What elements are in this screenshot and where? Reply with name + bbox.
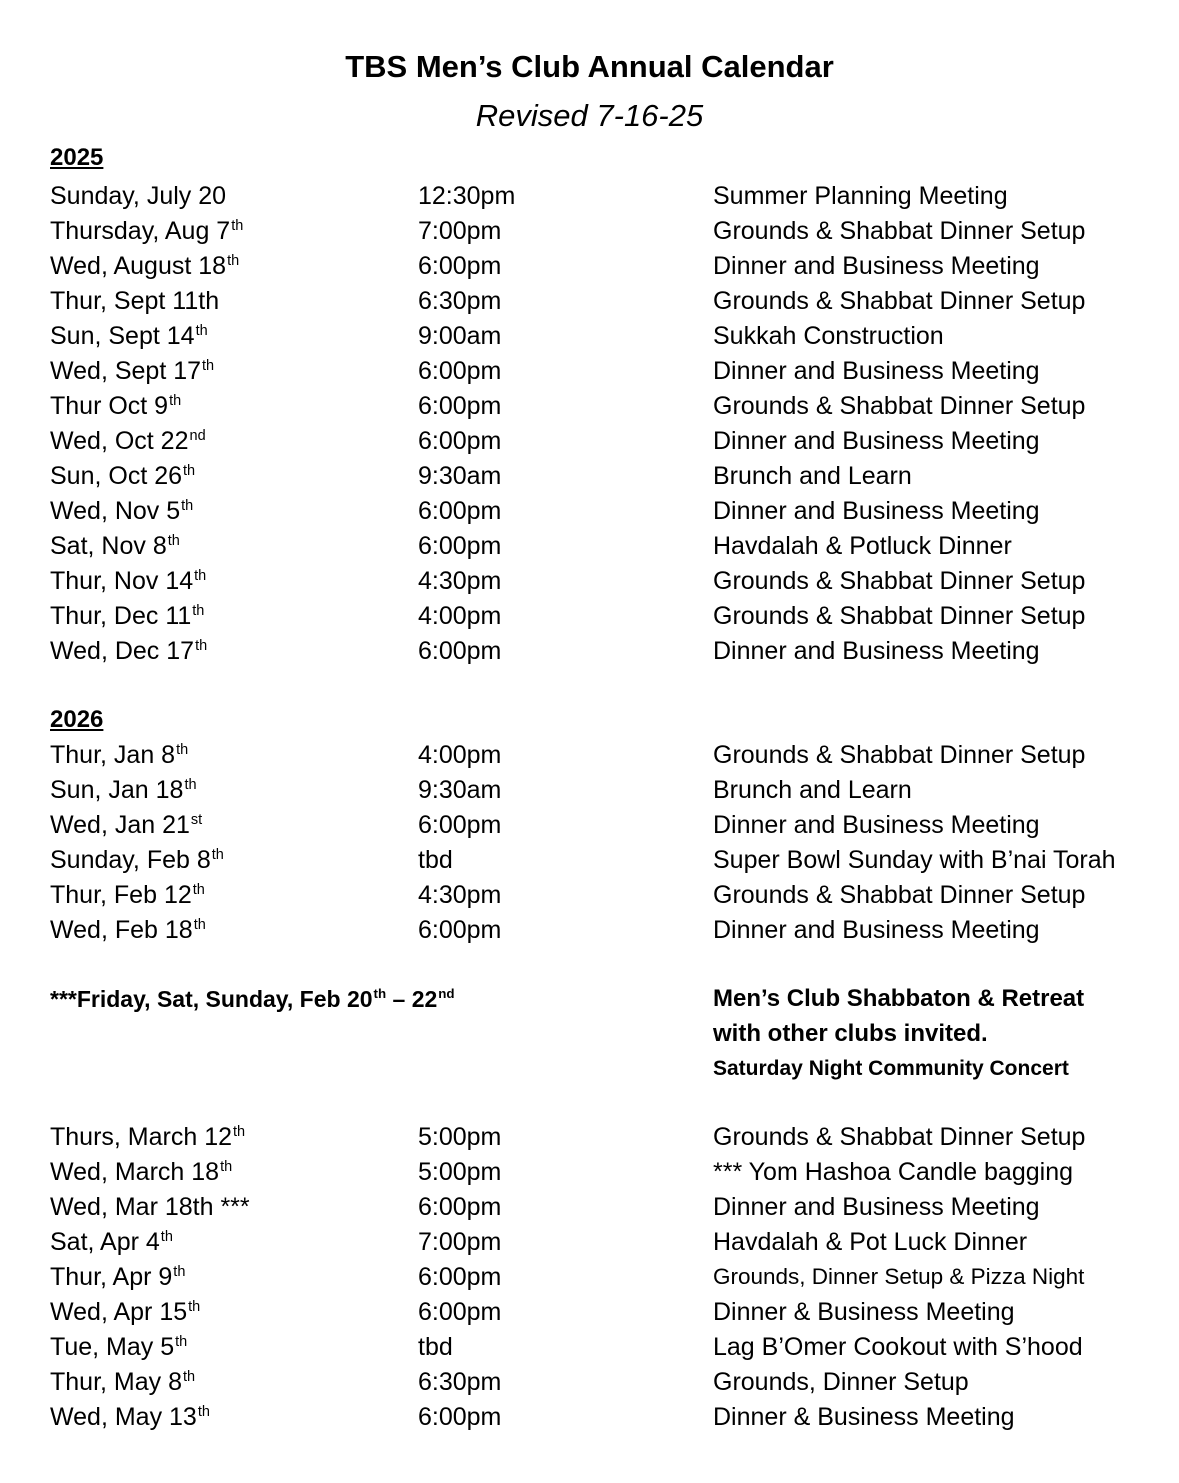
date-ordinal-suffix: th — [202, 357, 215, 374]
date-ordinal-suffix: th — [211, 846, 224, 863]
event-time: 5:00pm — [418, 1158, 502, 1186]
event-name: Dinner and Business Meeting — [713, 811, 1040, 839]
event-time: 6:30pm — [418, 1368, 502, 1396]
calendar-row — [0, 880, 1179, 915]
event-date: Thursday, Aug 7th — [50, 217, 244, 245]
event-time: 4:00pm — [418, 602, 502, 630]
event-name: *** Yom Hashoa Candle bagging — [713, 1158, 1073, 1186]
event-name: Grounds & Shabbat Dinner Setup — [713, 741, 1086, 769]
year-heading-2026: 2026 — [50, 706, 104, 733]
calendar-row — [0, 286, 1179, 321]
event-name: Lag B’Omer Cookout with S’hood — [713, 1333, 1083, 1361]
event-name: Grounds & Shabbat Dinner Setup — [713, 287, 1086, 315]
calendar-row — [0, 566, 1179, 601]
date-ordinal-suffix: th — [227, 252, 240, 269]
event-time: 6:00pm — [418, 1193, 502, 1221]
event-time: 9:30am — [418, 776, 502, 804]
event-name: Brunch and Learn — [713, 776, 912, 804]
calendar-row — [0, 1297, 1179, 1332]
date-ordinal-suffix: th — [231, 217, 244, 234]
event-time: 9:30am — [418, 462, 502, 490]
event-date: Thur Oct 9th — [50, 392, 182, 420]
event-time: 6:30pm — [418, 287, 502, 315]
event-name: Super Bowl Sunday with B’nai Torah — [713, 846, 1116, 874]
event-name: Grounds, Dinner Setup — [713, 1368, 969, 1396]
event-date: Wed, Nov 5th — [50, 497, 194, 525]
event-date: Sun, Jan 18th — [50, 776, 197, 804]
event-date: Wed, May 13th — [50, 1403, 210, 1431]
calendar-row — [0, 1332, 1179, 1367]
event-date: Wed, March 18th — [50, 1158, 233, 1186]
event-date: Wed, Feb 18th — [50, 916, 206, 944]
event-name: Dinner and Business Meeting — [713, 637, 1040, 665]
calendar-row — [0, 601, 1179, 636]
date-ordinal-suffix: st — [190, 811, 203, 828]
event-name: Dinner and Business Meeting — [713, 916, 1040, 944]
date-ordinal-suffix: th — [195, 322, 208, 339]
shabbaton-date: ***Friday, Sat, Sunday, Feb 20th – 22nd — [50, 986, 455, 1012]
calendar-row — [0, 1227, 1179, 1262]
event-time: 6:00pm — [418, 252, 502, 280]
page-title: TBS Men’s Club Annual Calendar — [345, 49, 834, 84]
event-date: Wed, August 18th — [50, 252, 240, 280]
event-name: Dinner & Business Meeting — [713, 1298, 1015, 1326]
calendar-row — [0, 1122, 1179, 1157]
calendar-row — [0, 181, 1179, 216]
event-time: tbd — [418, 846, 453, 874]
event-date: Sunday, Feb 8th — [50, 846, 224, 874]
event-time: 6:00pm — [418, 392, 502, 420]
event-time: 6:00pm — [418, 1403, 502, 1431]
year-heading-2025: 2025 — [50, 144, 104, 171]
event-name: Grounds & Shabbat Dinner Setup — [713, 392, 1086, 420]
calendar-row — [0, 391, 1179, 426]
date-ordinal-suffix: th — [169, 392, 182, 409]
event-date: Wed, Dec 17th — [50, 637, 208, 665]
shabbaton-title: Men’s Club Shabbaton & Retreat — [713, 985, 1085, 1012]
date-ordinal-suffix: th — [192, 602, 205, 619]
event-time: tbd — [418, 1333, 453, 1361]
event-name: Havdalah & Pot Luck Dinner — [713, 1228, 1028, 1256]
event-date: Thurs, March 12th — [50, 1123, 246, 1151]
event-time: 6:00pm — [418, 1263, 502, 1291]
date-ordinal-suffix: th — [181, 497, 194, 514]
event-date: Thur, Dec 11th — [50, 602, 205, 630]
calendar-row — [0, 461, 1179, 496]
event-name: Grounds & Shabbat Dinner Setup — [713, 1123, 1086, 1151]
event-time: 6:00pm — [418, 357, 502, 385]
event-time: 12:30pm — [418, 182, 516, 210]
event-date: Thur, Feb 12th — [50, 881, 205, 909]
date-ordinal-suffix: th — [183, 1368, 196, 1385]
event-date: Wed, Oct 22nd — [50, 427, 206, 455]
event-time: 6:00pm — [418, 1298, 502, 1326]
event-name: Sukkah Construction — [713, 322, 944, 350]
event-name: Grounds & Shabbat Dinner Setup — [713, 602, 1086, 630]
event-date: Sat, Apr 4th — [50, 1228, 173, 1256]
event-time: 6:00pm — [418, 532, 502, 560]
event-name: Summer Planning Meeting — [713, 182, 1008, 210]
calendar-row — [0, 636, 1179, 671]
revision-subtitle: Revised 7-16-25 — [475, 98, 704, 133]
event-name: Dinner and Business Meeting — [713, 1193, 1040, 1221]
calendar-row — [0, 1402, 1179, 1437]
event-time: 6:00pm — [418, 427, 502, 455]
date-ordinal-suffix: th — [194, 567, 207, 584]
event-time: 9:00am — [418, 322, 502, 350]
calendar-row — [0, 356, 1179, 391]
event-name: Dinner and Business Meeting — [713, 497, 1040, 525]
calendar-row — [0, 845, 1179, 880]
event-date: Thur, Apr 9th — [50, 1263, 186, 1291]
date-ordinal-suffix: th — [167, 532, 180, 549]
calendar-row — [0, 810, 1179, 845]
calendar-row — [0, 251, 1179, 286]
shabbaton-subtitle: with other clubs invited. — [713, 1020, 988, 1047]
date-ordinal-suffix: th — [195, 637, 208, 654]
event-name: Brunch and Learn — [713, 462, 912, 490]
date-ordinal-suffix: th — [184, 776, 197, 793]
event-time: 6:00pm — [418, 811, 502, 839]
date-ordinal-suffix: nd — [189, 427, 206, 444]
event-time: 7:00pm — [418, 217, 502, 245]
event-date: Thur, Jan 8th — [50, 741, 189, 769]
event-date: Wed, Sept 17th — [50, 357, 215, 385]
calendar-row — [0, 321, 1179, 356]
date-ordinal-suffix: th — [173, 1263, 186, 1280]
calendar-row — [0, 426, 1179, 461]
calendar-row — [0, 915, 1179, 950]
event-time: 4:30pm — [418, 567, 502, 595]
event-date: Wed, Mar 18th *** — [50, 1193, 250, 1221]
event-date: Sunday, July 20 — [50, 182, 227, 210]
date-ordinal-suffix: th — [192, 881, 205, 898]
date-ordinal-suffix: th — [160, 1228, 173, 1245]
event-date: Wed, Apr 15th — [50, 1298, 201, 1326]
event-date: Sun, Oct 26th — [50, 462, 196, 490]
calendar-row — [0, 740, 1179, 775]
event-name: Grounds & Shabbat Dinner Setup — [713, 567, 1086, 595]
event-time: 7:00pm — [418, 1228, 502, 1256]
event-name: Dinner and Business Meeting — [713, 427, 1040, 455]
date-ordinal-suffix: th — [197, 1403, 210, 1420]
event-time: 4:30pm — [418, 881, 502, 909]
date-ordinal-suffix: th — [188, 1298, 201, 1315]
event-time: 6:00pm — [418, 497, 502, 525]
event-name: Dinner & Business Meeting — [713, 1403, 1015, 1431]
event-name: Grounds & Shabbat Dinner Setup — [713, 881, 1086, 909]
date-ordinal-suffix: th — [176, 741, 189, 758]
date-ordinal-suffix: th — [233, 1123, 246, 1140]
calendar-row — [0, 1367, 1179, 1402]
date-ordinal-suffix: th — [193, 916, 206, 933]
event-name: Dinner and Business Meeting — [713, 357, 1040, 385]
event-date: Wed, Jan 21st — [50, 811, 203, 839]
event-date: Thur, Sept 11th — [50, 287, 220, 315]
date-ordinal-suffix: th — [175, 1333, 188, 1350]
event-name: Havdalah & Potluck Dinner — [713, 532, 1012, 560]
event-time: 5:00pm — [418, 1123, 502, 1151]
event-date: Thur, Nov 14th — [50, 567, 207, 595]
calendar-row — [0, 1192, 1179, 1227]
event-date: Sat, Nov 8th — [50, 532, 180, 560]
calendar-row — [0, 496, 1179, 531]
event-date: Sun, Sept 14th — [50, 322, 208, 350]
event-time: 6:00pm — [418, 637, 502, 665]
date-ordinal-suffix: th — [220, 1158, 233, 1175]
event-time: 4:00pm — [418, 741, 502, 769]
calendar-row — [0, 1262, 1179, 1297]
event-time: 6:00pm — [418, 916, 502, 944]
event-name: Grounds & Shabbat Dinner Setup — [713, 217, 1086, 245]
calendar-row — [0, 531, 1179, 566]
event-name: Grounds, Dinner Setup & Pizza Night — [713, 1264, 1085, 1289]
calendar-row — [0, 1157, 1179, 1192]
date-ordinal-suffix: th — [183, 462, 196, 479]
event-date: Thur, May 8th — [50, 1368, 196, 1396]
event-date: Tue, May 5th — [50, 1333, 188, 1361]
calendar-row — [0, 775, 1179, 810]
calendar-row — [0, 216, 1179, 251]
shabbaton-concert: Saturday Night Community Concert — [713, 1057, 1069, 1080]
event-name: Dinner and Business Meeting — [713, 252, 1040, 280]
